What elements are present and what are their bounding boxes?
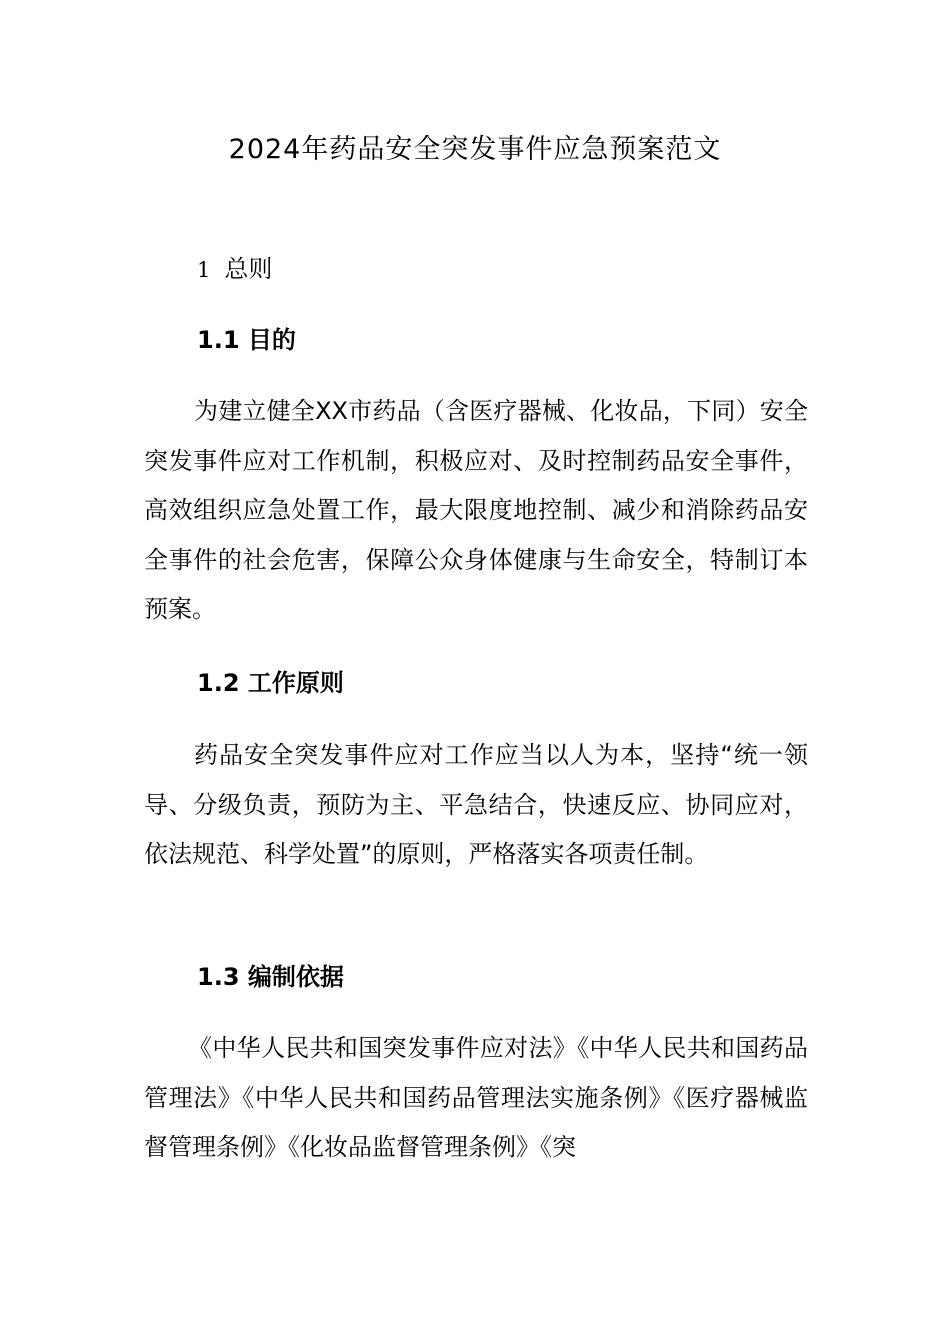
- section-number: 1: [197, 258, 211, 282]
- subheading-basis: 1.3 编制依据: [197, 963, 344, 991]
- subheading-principles: 1.2 工作原则: [197, 669, 344, 697]
- paragraph-principles: 药品安全突发事件应对工作应当以人为本，坚持“统一领导、分级负责，预防为主、平急结合，快速反应、协同应对，依法规范、科学处置”的原则，严格落实各项责任制。: [144, 741, 808, 868]
- subheading-purpose: 1.1 目的: [197, 326, 296, 354]
- section-heading-general: [197, 252, 272, 287]
- section-label: 总则: [224, 255, 273, 283]
- document-title: 2024年药品安全突发事件应急预案范文: [228, 134, 722, 165]
- paragraph-purpose: 为建立健全XX市药品（含医疗器械、化妆品，下同）安全突发事件应对工作机制，积极应对、及时控制药品安全事件，高效组织应急处置工作，最大限度地控制、减少和消除药品安全事件的社会危害，保障公众身体健康与生命安全，特制订本预案。: [144, 397, 808, 623]
- paragraph-basis: 《中华人民共和国突发事件应对法》《中华人民共和国药品管理法》《中华人民共和国药品管理法实施条例》《医疗器械监督管理条例》《化妆品监督管理条例》《突: [144, 1034, 808, 1161]
